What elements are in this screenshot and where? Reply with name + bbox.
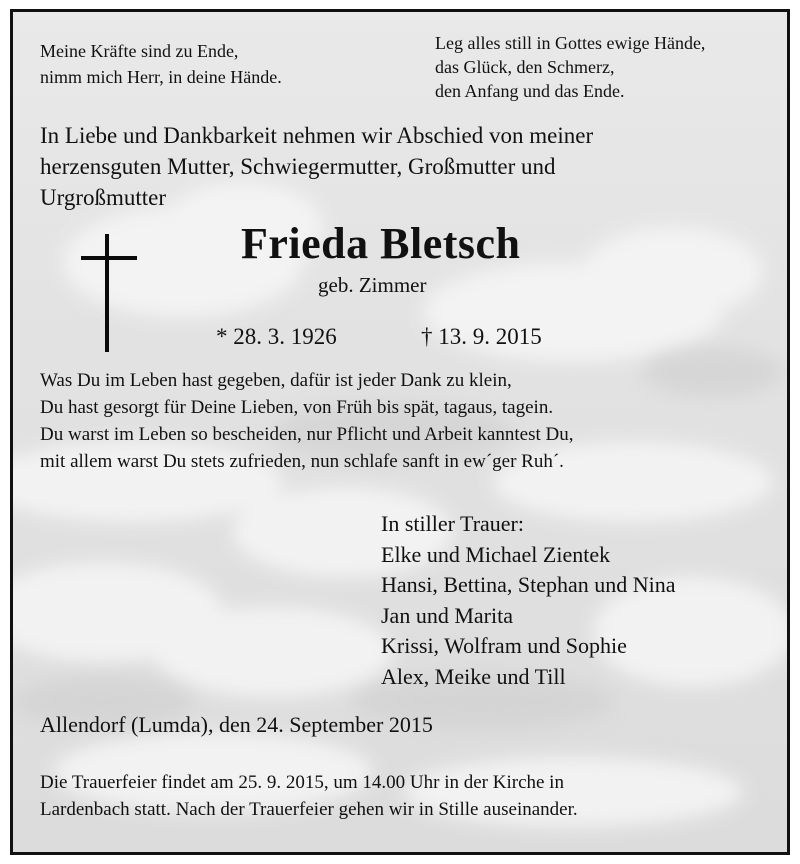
verse-right-line: Leg alles still in Gottes ewige Hände, xyxy=(435,33,706,53)
service-line: Die Trauerfeier findet am 25. 9. 2015, um 14.00 Uhr in der Kirche in xyxy=(40,772,564,793)
mourners-heading: In stiller Trauer: xyxy=(381,511,524,536)
poem-line: Du hast gesorgt für Deine Lieben, von Früh bis spät, tagaus, tagein. xyxy=(40,397,554,418)
intro-line: Urgroßmutter xyxy=(40,185,167,210)
verse-right xyxy=(435,31,705,103)
service-info xyxy=(40,769,578,823)
mourner-name: Elke und Michael Zientek xyxy=(381,541,611,567)
mourner-name: Alex, Meike und Till xyxy=(381,663,566,689)
mourner-name: Krissi, Wolfram und Sophie xyxy=(381,633,627,658)
verse-left-line: Meine Kräfte sind zu Ende, xyxy=(40,41,239,61)
intro-line: In Liebe und Dankbarkeit nehmen wir Abschied von meiner xyxy=(40,123,594,148)
place-date: Allendorf (Lumda), den 24. September 2015 xyxy=(40,712,433,737)
obituary-notice xyxy=(10,9,790,855)
death-date: † 13. 9. 2015 xyxy=(421,324,542,349)
birth-date: * 28. 3. 1926 xyxy=(216,324,337,349)
poem-line: Was Du im Leben hast gegeben, dafür ist jeder Dank zu klein, xyxy=(40,370,512,391)
verse-right-line: den Anfang und das Ende. xyxy=(435,81,625,101)
deceased-name: Frieda Bletsch xyxy=(241,219,521,268)
poem xyxy=(40,367,573,475)
verse-left-line: nimm mich Herr, in deine Hände. xyxy=(40,67,282,87)
poem-line: mit allem warst Du stets zufrieden, nun schlafe sanft in ew´ger Ruh´. xyxy=(40,451,564,472)
poem-line: Du warst im Leben so bescheiden, nur Pflicht und Arbeit kanntest Du, xyxy=(40,424,574,445)
intro-line: herzensguten Mutter, Schwiegermutter, Großmutter und xyxy=(40,154,556,179)
cross-icon xyxy=(81,234,137,352)
mourners-list xyxy=(381,509,676,692)
maiden-name: geb. Zimmer xyxy=(318,273,427,297)
intro-text xyxy=(40,120,593,213)
verse-left xyxy=(40,38,282,90)
mourner-name: Jan und Marita xyxy=(381,602,513,628)
verse-right-line: das Glück, den Schmerz, xyxy=(435,57,615,77)
mourner-name: Hansi, Bettina, Stephan und Nina xyxy=(381,572,676,597)
service-line: Lardenbach statt. Nach der Trauerfeier gehen wir in Stille auseinander. xyxy=(40,799,578,820)
